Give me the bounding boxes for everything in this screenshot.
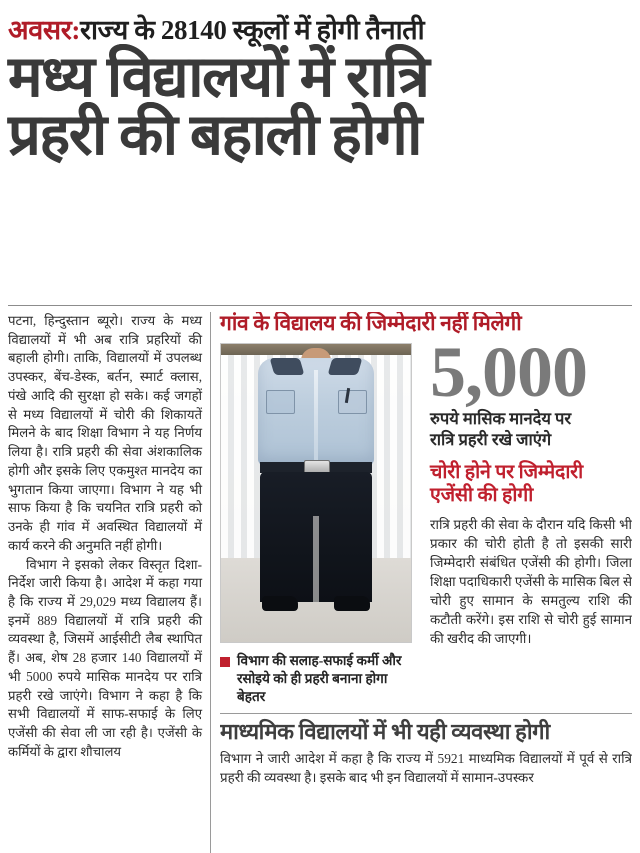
photo-shirt-pocket-right bbox=[338, 390, 367, 414]
bottom-band bbox=[220, 713, 632, 853]
right-paragraph: रात्रि प्रहरी की सेवा के दौरान यदि किसी भी प्रकार की चोरी होती है तो इसकी सारी जिम्मेदारी संबंधित एजेंसी की होगी। जिला शिक्षा पदाधिकारी एजेंसी के मासिक बिल से चोरी हुए सामान के समतुल्य राशि की कटौती करेंगे। इस राशि से चोरी हुई सामान की खरीद की जाएगी। bbox=[430, 516, 632, 646]
photo-shirt-pocket-left bbox=[266, 390, 295, 414]
headline-line-2: प्रहरी की बहाली होगी bbox=[8, 104, 421, 168]
photo-and-stat-zone bbox=[220, 331, 632, 706]
sub-red-heading-line-1: चोरी होने पर जिम्मेदारी bbox=[430, 462, 584, 484]
bottom-band-body: विभाग ने जारी आदेश में कहा है कि राज्य में 5921 माध्यमिक विद्यालयों में पूर्व से रात्रि प्रहरी की व्यवस्था है। इसके बाद भी इन विद्यालयों में सामान-उपस्कर bbox=[220, 750, 632, 785]
kicker-lead-label: अवसर: bbox=[8, 15, 80, 45]
kicker-line bbox=[8, 0, 632, 44]
photo-shoulder-epaulette-right bbox=[328, 358, 363, 375]
headline-line-1: मध्य विद्यालयों में रात्रि bbox=[8, 46, 429, 110]
left-story-text bbox=[8, 312, 202, 762]
right-section bbox=[211, 312, 632, 853]
photo-caption-text: विभाग की सलाह-सफाई कर्मी और रसोइये को ही प्रहरी बनाना होगा बेहतर bbox=[237, 652, 402, 704]
photo-shoe-right bbox=[334, 596, 370, 611]
stat-column bbox=[420, 331, 632, 706]
photo-shoe-left bbox=[262, 596, 298, 611]
photo-shoulder-epaulette-left bbox=[270, 358, 305, 375]
left-paragraph-2: विभाग ने इसको लेकर विस्तृत दिशा-निर्देश जारी किया है। आदेश में कहा गया है कि राज्य में 29,029 मध्य विद्यालय हैं। इनमें 889 विद्यालयों में रात्रि प्रहरी की व्यवस्था है, जिसमें आईसीटी लैब स्थापित हैं। अब, शेष 28 हजार 140 विद्यालयों में भी 5000 रुपये मासिक मानदेय पर रात्रि प्रहरी रखे जाएंगे। विभाग ने कहा है कि सभी विद्यालयों में साफ-सफाई के लिए एजेंसी की सेवा ली जा रही है। एजेंसी के कर्मियों के द्वारा शौचालय bbox=[8, 556, 202, 759]
stat-big-number: 5,000 bbox=[430, 331, 587, 412]
stat-subtext-line-2: रात्रि प्रहरी रखे जाएंगे bbox=[430, 429, 552, 449]
photo-column bbox=[220, 343, 420, 706]
section-red-heading: गांव के विद्यालय की जिम्मेदारी नहीं मिलेगी bbox=[220, 312, 522, 335]
page-title bbox=[8, 46, 632, 168]
red-square-bullet-icon bbox=[220, 657, 230, 667]
stat-subtext-line-1: रुपये मासिक मानदेय पर bbox=[430, 408, 572, 428]
photo-leg-gap bbox=[313, 516, 319, 602]
header-divider bbox=[8, 305, 632, 306]
photo-shirt-placket bbox=[314, 370, 318, 464]
left-paragraph-1: पटना, हिन्दुस्तान ब्यूरो। राज्य के मध्य विद्यालयों में भी अब रात्रि प्रहरियों की बहाली होगी। ताकि, विद्यालयों में उपलब्ध उपस्कर, बेंच-डेस्क, बर्तन, स्मार्ट क्लास, पंखे आदि की सुरक्षा हो सके। कई जगहों से मध्य विद्यालयों में चोरी की शिकायतें मिलने के बाद शिक्षा विभाग ने यह निर्णय लिया है। रात्रि प्रहरी की सेवा अंशकालिक होगी और इसके लिए एकमुश्त मानदेय का भुगतान किया जाएगा। विभाग ने यह भी साफ किया है कि चयनित रात्रि प्रहरी को उनके ही गांव में अवस्थित विद्यालयों में कार्य करने की अनुमति नहीं होगी। bbox=[8, 313, 202, 553]
photo-caption bbox=[220, 652, 412, 706]
sub-red-heading bbox=[430, 462, 632, 507]
left-text-column bbox=[8, 312, 210, 853]
stat-subtext bbox=[430, 409, 632, 451]
guard-photo bbox=[220, 343, 412, 643]
bottom-band-heading: माध्यमिक विद्यालयों में भी यही व्यवस्था होगी bbox=[220, 718, 550, 744]
kicker-rest-label: राज्य के 28140 स्कूलों में होगी तैनाती bbox=[79, 15, 425, 45]
article-body bbox=[8, 312, 632, 853]
sub-red-heading-line-2: एजेंसी की होगी bbox=[430, 484, 534, 506]
